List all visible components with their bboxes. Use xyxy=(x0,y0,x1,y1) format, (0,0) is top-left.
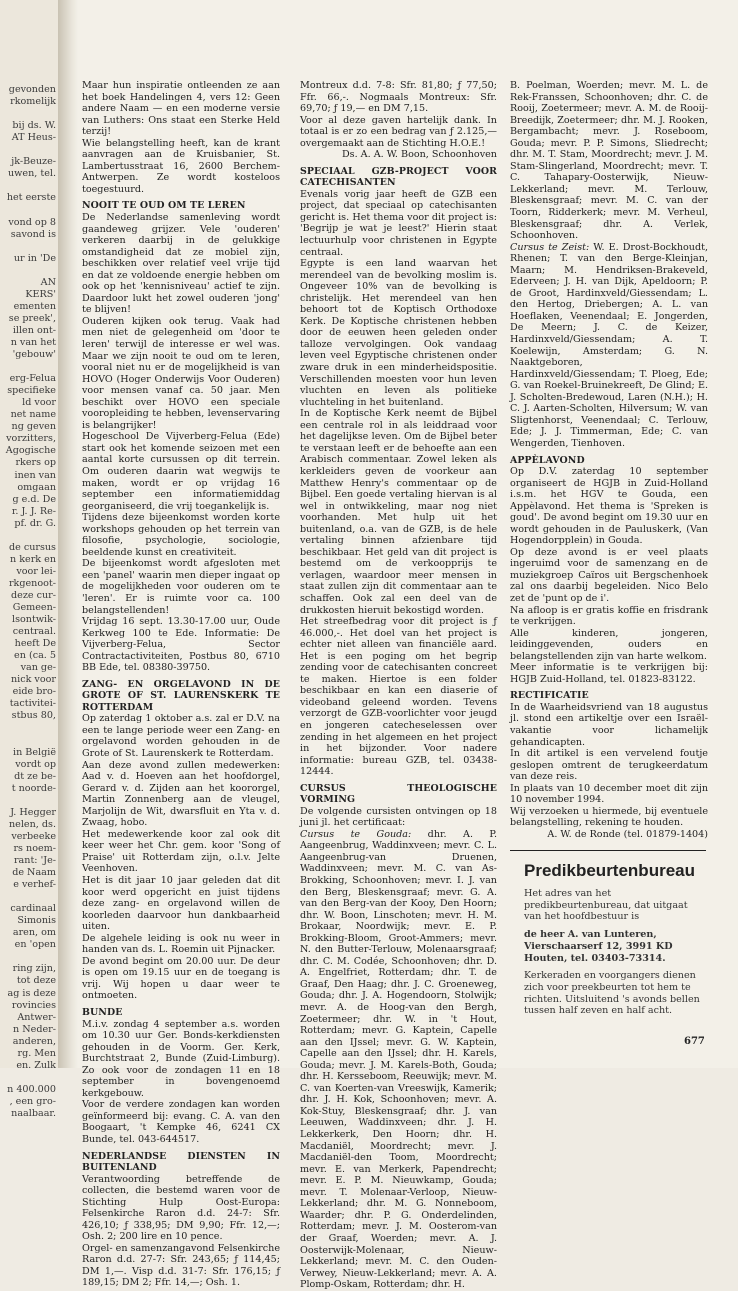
paragraph: In de Waarheidsvriend van 18 augustus jl. stond een artikeltje over een Israël-vakantie voor lichamelijk gehandicapten. xyxy=(510,701,708,748)
paragraph: Op zaterdag 1 oktober a.s. zal er D.V. na een te lange periode weer een Zang- en orgelavond worden gehouden in de Grote of St. Laurenskerk te Rotterdam. xyxy=(82,713,280,759)
strip-fragment: r. J. J. Re- xyxy=(11,505,56,517)
strip-fragment: n 400.000 xyxy=(7,1083,56,1095)
paragraph: Het is dit jaar 10 jaar geleden dat dit koor werd opgericht en juist tijdens deze zang- en orgelavond willen de koorleden daarvoor hun dankbaarheid uiten. xyxy=(82,875,280,933)
predikbeurtenbureau-box xyxy=(510,850,706,1031)
strip-fragment: se preek', xyxy=(8,312,56,324)
strip-fragment: jk-Beuze- xyxy=(11,156,56,168)
strip-fragment: de cursus xyxy=(8,541,56,553)
paragraph: Verantwoording betreffende de collecten, die bestemd waren voor de Stichting Hulp Oost-Europa: Felsenkirche Raron d.d. 24-7: Sfr. 426,10; ƒ 338,95; DM 9,90; Ffr. 12,—; Osh. 2; 200 lire en 10 pence. xyxy=(82,1173,280,1243)
strip-fragment: de Naam xyxy=(12,867,56,879)
strip-fragment: specifieke xyxy=(7,385,56,397)
strip-fragment: AN xyxy=(40,276,56,288)
strip-fragment: pf. dr. G. xyxy=(14,517,56,529)
strip-fragment: het eerste xyxy=(6,192,56,204)
strip-fragment: dt ze be- xyxy=(14,770,56,782)
strip-fragment: deze cur- xyxy=(11,589,56,601)
section-heading: BUNDE xyxy=(82,1007,123,1019)
strip-fragment: rkgenoot- xyxy=(8,577,56,589)
strip-fragment: ur in 'De xyxy=(13,252,56,264)
paragraph: Hogeschool De Vijverberg-Felua (Ede) start ook het komende seizoen met een aantal korte cursussen op dit terrein. Om ouderen daarin wat wegwijs te maken, wordt er op vrijdag 16 september een informatiemiddag georganiseerd, die vrij toegankelijk is. xyxy=(82,431,280,512)
paragraph: De avond begint om 20.00 uur. De deur is open om 19.15 uur en de toegang is vrij. Wij hopen u daar weer te ontmoeten. xyxy=(82,955,280,1002)
strip-fragment: voor lei- xyxy=(16,565,56,577)
strip-fragment: n van het xyxy=(10,336,56,348)
paragraph: Egypte is een land waarvan het merendeel van de bevolking moslim is. Ongeveer 10% van de bevolking is christelijk. Het merendeel van hen behoort tot de Koptisch Orthodoxe Kerk. De Koptische christenen hebben door de eeuwen heen geleden onder talloze vervolgingen. Ook vandaag leven veel Egyptische christenen onder zware druk in een minderheidspositie. Verschillenden moesten voor hun leven vluchten en leven als politieke vluchteling in het buitenland. xyxy=(300,258,497,408)
strip-fragment: rkers op xyxy=(15,457,56,469)
strip-fragment: cardinaal xyxy=(10,903,56,915)
strip-fragment: KERS' xyxy=(25,288,56,300)
strip-fragment: nelen, ds. xyxy=(9,818,56,830)
paragraph: Ouderen kijken ook terug. Vaak had men niet de gelegenheid om 'door te leren' terwijl de interesse er wel was. Maar we zijn nooit te oud om te leren, vooral niet nu er de mogelijkheid is van HOVO (Hoger Onderwijs Voor Ouderen) voor mensen vanaf ca. 50 jaar. Men beschikt over HOVO een speciale vooropleiding te hebben, levenservaring is belangrijker! xyxy=(82,315,280,431)
strip-fragment: lsontwik- xyxy=(12,614,56,626)
strip-fragment xyxy=(0,241,56,253)
paragraph-lead: Cursus te Zeist: xyxy=(510,241,590,253)
strip-fragment: Antwer- xyxy=(17,1011,56,1023)
strip-fragment: n Neder- xyxy=(13,1023,56,1035)
section-heading: RECTIFICATIE xyxy=(510,690,589,702)
strip-fragment: Simonis xyxy=(17,915,56,927)
paragraph: B. Poelman, Woerden; mevr. M. L. de Rek-Franssen, Schoonhoven; dhr. C. de Rooij, Zoetermeer; mevr. A. M. de Rooij-Breedijk, Zoetermeer; dhr. M. J. Rooken, Bergambacht; mevr. J. Roseboom, Gouda; mevr. P. P. Simons, Sliedrecht; dhr. M. T. Stam, Moordrecht; mevr. J. M. Stam-Slingerland, Moordrecht; mevr. T. C. Tahapary-Oosterwijk, Nieuw-Lekkerland; mevr. M. Terlouw, Bleskensgraaf; mevr. M. C. van der Toorn, Ridderkerk; mevr. M. Verheul, Bleskensgraaf; dhr. A. Verlek, Schoonhoven. xyxy=(510,80,708,242)
strip-fragment: Agogische xyxy=(5,445,56,457)
paragraph: Meer informatie is te verkrijgen bij: HGJB Zuid-Holland, tel. 01823-83122. xyxy=(510,662,708,685)
page-number: 677 xyxy=(684,1036,705,1047)
strip-fragment: n kerk en xyxy=(9,553,56,565)
strip-fragment: ng geven xyxy=(11,421,56,433)
strip-fragment: 'gebouw' xyxy=(12,349,56,361)
strip-fragment: rkomelijk xyxy=(10,96,56,108)
strip-fragment xyxy=(0,180,56,192)
signature: Ds. A. A. W. Boon, Schoonhoven xyxy=(341,149,497,161)
paragraph: Voor de verdere zondagen kan worden geïnformeerd bij: evang. C. A. van den Boogaart, 't Kempke 46, 6241 CX Bunde, tel. 043-644517. xyxy=(82,1099,280,1145)
paragraph: In dit artikel is een vervelend foutje geslopen omtrent de terugkeerdatum van deze reis. xyxy=(510,748,708,783)
box-title: Predikbeurtenbureau xyxy=(524,861,695,880)
strip-fragment: illen ont- xyxy=(12,324,56,336)
strip-fragment xyxy=(0,795,56,807)
paragraph: Evenals vorig jaar heeft de GZB een project, dat speciaal op catechisanten gericht is. Het thema voor dit project is: 'Begrijp je wat je leest?' Hierin staat lectuurhulp voor christenen in Egypte centraal. xyxy=(300,188,497,258)
strip-fragment: erg-Felua xyxy=(9,373,56,385)
paragraph: Alle kinderen, jongeren, leidinggevenden, ouders en belangstellenden zijn van harte welkom. xyxy=(510,627,708,662)
section-heading: SPECIAAL GZB-PROJECT VOOR CATECHISANTEN xyxy=(300,165,497,189)
strip-fragment: nick voor xyxy=(10,674,56,686)
paragraph: De bijeenkomst wordt afgesloten met een 'panel' waarin men dieper ingaat op de mogelijkheden voor ouderen om te 'leren'. Er is ruimte voor ca. 100 belangstellenden! xyxy=(82,558,280,616)
strip-fragment: rs noem- xyxy=(13,842,56,854)
section-heading: CURSUS THEOLOGISCHE VORMING xyxy=(300,782,497,806)
strip-fragment: savond is xyxy=(10,228,56,240)
paragraph: M.i.v. zondag 4 september a.s. worden om 10.30 uur Ger. Bonds-kerkdiensten gehouden in de Voorm. Ger. Kerk, Burchtstraat 2, Bunde (Zuid-Limburg). Zo ook voor de zondagen 11 en 18 september in bovengenoemd kerkgebouw. xyxy=(82,1018,280,1099)
strip-fragment xyxy=(0,144,56,156)
box-note: Kerkeraden en voorgangers dienen zich voor preekbeurten tot hem te richten. Uitsluitend 's avonds bellen tussen half zeven en half acht. xyxy=(524,970,700,1017)
paragraph: Op deze avond is er veel plaats ingeruimd voor de samenzang en de muziekgroep Caïros uit Bergschenhoek zal ons daarbij begeleiden. Nico Belo zet de 'punt op de i'. xyxy=(510,546,708,605)
strip-fragment: bij ds. W. xyxy=(12,120,56,132)
strip-fragment xyxy=(0,1072,56,1084)
strip-fragment: Gemeen- xyxy=(12,602,56,614)
paragraph: Tijdens deze bijeenkomst worden korte workshops gehouden op het terrein van filosofie, psychologie, sociologie, beeldende kunst en creativiteit. xyxy=(82,512,280,558)
strip-fragment: AT Heus- xyxy=(11,132,56,144)
signature: A. W. de Ronde (tel. 01879-1404) xyxy=(547,828,708,840)
paragraph: Na afloop is er gratis koffie en frisdrank te verkrijgen. xyxy=(510,604,708,628)
paragraph-text: dhr. A. P. Aangeenbrug, Waddinxveen; mevr. C. L. Aangeenbrug-van Druenen, Waddinxveen; mevr. M. C. van As-Brokking, Schoonhoven; mevr. I. J. van den Berg, Bleskensgraaf; mevr. G. A. van den Berg-van der Kooy, Den Hoorn; dhr. W. Boon, Linschoten; mevr. H. M. Brokaar, Noordwijk; mevr. E. P. Brokking-Bloom, Groot-Ammers; mevr. N. den Butter-Terlouw, Molenaarsgraaf; dhr. C. M. Codée, Schoonhoven; dhr. D. A. Engelfriet, Rotterdam; dhr. T. de Graaf, Den Haag; dhr. J. C. Groeneweg, Gouda; dhr. J. A. Hogendoorn, Stolwijk; mevr. A. de Hoog-van den Bergh, Zoetermeer; dhr. W. in 't Hout, Rotterdam; mevr. G. Kaptein, Capelle aan den IJssel; mevr. G. W. Kaptein, Capelle aan den IJssel; dhr. H. Karels, Gouda; mevr. J. M. Karels-Both, Gouda; dhr. H. Kersseboom, Reeuwijk; mevr. M. C. van Koerten-van Vreeswijk, Kamerik; dhr. J. H. Kok, Schoonhoven; mevr. A. Kok-Stuy, Bleskensgraaf; dhr. J. van Leeuwen, Waddinxveen; dhr. J. H. Lekkerkerk, Den Hoorn; dhr. H. Macdaniël, Moordrecht; mevr. J. Macdaniël-den Toom, Moordrecht; mevr. E. van Merkerk, Papendrecht; mevr. E. P. M. Nieuwkamp, Gouda; mevr. T. Molenaar-Verloop, Nieuw-Lekkerland; dhr. M. G. Nonneboom, Waarder; dhr. P. G. Onderdelinden, Rotterdam; mevr. J. M. Oosterom-van der Graaf, Woerden; mevr. A. J. Oosterwijk-Molenaar, Nieuw-Lekkerland; mevr. M. C. den Ouden-Verwey, Nieuw-Lekkerland; mevr. A. A. Plomp-Oskam, Rotterdam; dhr. H. xyxy=(300,828,497,1291)
section-heading: NEDERLANDSE DIENSTEN IN BUITENLAND xyxy=(82,1150,280,1174)
strip-fragment: eide bro- xyxy=(12,686,56,698)
strip-fragment: J. Hegger xyxy=(10,806,56,818)
strip-fragment: naalbaar. xyxy=(11,1107,56,1119)
paragraph: Orgel- en samenzangavond Felsenkirche Raron d.d. 27-7: Sfr. 243,65; ƒ 114,45; DM 1,—. Visp d.d. 31-7: Sfr. 176,15; ƒ 189,15; DM 2; Ffr. 14,—; Osh. 1. xyxy=(82,1242,280,1289)
strip-fragment: tot deze xyxy=(16,975,56,987)
strip-fragment: tactivitei- xyxy=(9,698,56,710)
section-heading: NOOIT TE OUD OM TE LEREN xyxy=(82,200,246,212)
previous-page-edge xyxy=(0,0,59,1119)
section-heading: APPÈLAVOND xyxy=(510,454,585,466)
column-1 xyxy=(82,80,280,1289)
page-gutter xyxy=(58,0,78,1068)
strip-fragment xyxy=(0,265,56,277)
strip-fragment: van ge- xyxy=(20,662,56,674)
paragraph: Wij verzoeken u hiermede, bij eventuele belangstelling, rekening te houden. xyxy=(510,805,708,829)
strip-fragment xyxy=(0,530,56,542)
strip-fragment xyxy=(0,951,56,963)
strip-fragment: uwen, tel. xyxy=(8,168,56,180)
column-3 xyxy=(510,80,708,840)
strip-fragment: g e.d. De xyxy=(12,493,56,505)
strip-fragment: rovincies xyxy=(11,999,56,1011)
paragraph: Maar hun inspiratie ontleenden ze aan het boek Handelingen 4, vers 12: Geen andere Naam — en een moderne versie van Luthers: Ons staat een Sterke Held terzij! xyxy=(82,80,280,138)
strip-fragment: en. Zulk xyxy=(16,1059,56,1071)
strip-fragment xyxy=(0,204,56,216)
paragraph: De Nederlandse samenleving wordt gaandeweg grijzer. Vele 'ouderen' verkeren daarbij in de gelukkige omstandigheid dat ze mobiel zijn, beschikken over relatief veel vrije tijd en dat ze voldoende energie hebben om ook op het 'kennisniveau' actief te zijn. Daardoor lukt het zowel ouderen 'jong' te blijven! xyxy=(82,211,280,316)
strip-fragment: t noorde- xyxy=(11,782,56,794)
paragraph xyxy=(510,242,708,450)
strip-fragment: vordt op xyxy=(15,758,56,770)
paragraph: Voor al deze gaven hartelijk dank. In totaal is er zo een bedrag van ƒ 2.125,— overgemaakt aan de Stichting H.O.E.! xyxy=(300,114,497,149)
paragraph: De volgende cursisten ontvingen op 18 juni jl. het certificaat: xyxy=(300,805,497,829)
strip-fragment: centraal. xyxy=(12,626,56,638)
strip-fragment: inen van xyxy=(14,469,56,481)
strip-fragment: net name xyxy=(10,409,56,421)
paragraph: Het medewerkende koor zal ook dit keer weer het Chr. gem. koor 'Song of Praise' uit Rotterdam zijn, o.l.v. Jelte Veenhoven. xyxy=(82,828,280,875)
strip-fragment xyxy=(0,891,56,903)
strip-fragment: vorzitters, xyxy=(6,433,56,445)
paragraph: Montreux d.d. 7-8: Sfr. 81,80; ƒ 77,50; Ffr. 66,-. Nogmaals Montreux: Sfr. 69,70; ƒ 19,— en DM 7,15. xyxy=(300,80,497,115)
strip-fragment: en (ca. 5 xyxy=(14,650,56,662)
previous-page-text-fragments xyxy=(0,84,58,1120)
strip-fragment: verbeeke xyxy=(11,830,56,842)
strip-fragment: , een gro- xyxy=(9,1095,56,1107)
strip-fragment xyxy=(0,722,56,734)
paragraph: Op D.V. zaterdag 10 september organiseert de HGJB in Zuid-Holland i.s.m. het HGV te Gouda, een Appèlavond. Het thema is 'Spreken is goud'. De avond begint om 19.30 uur en wordt gehouden in de Pauluskerk, (Van Hogendorpplein) in Gouda. xyxy=(510,466,708,547)
strip-fragment: in België xyxy=(13,746,56,758)
strip-fragment: ld voor xyxy=(22,397,56,409)
strip-fragment: rg. Men xyxy=(17,1047,56,1059)
strip-fragment: omgaan xyxy=(17,481,56,493)
strip-fragment: ring zijn, xyxy=(12,963,56,975)
strip-fragment xyxy=(0,735,56,747)
strip-fragment: en 'open xyxy=(14,939,56,951)
box-intro: Het adres van het predikbeurtenbureau, dat uitgaat van het hoofdbestuur is xyxy=(524,888,688,923)
paragraph: Het streefbedrag voor dit project is ƒ 46.000,-. Het doel van het project is echter niet alleen van financiële aard. Het is een poging om het begrip zending voor de catechisanten concreet te maken. Hiertoe is een folder beschikbaar en kan een diaserie of videoband geleend worden. Tevens verzorgt de GZB-voorlichter voor jeugd en jongeren catecheselessen over zending in het algemeen en het project in het bijzonder. Voor nadere informatie: bureau GZB, tel. 03438-12444. xyxy=(300,616,497,778)
paragraph xyxy=(300,829,497,1291)
strip-fragment: heeft De xyxy=(14,638,56,650)
box-address: de heer A. van Lunteren, Vierschaarserf 12, 3991 KD Houten, tel. 03403-73314. xyxy=(524,929,673,964)
strip-fragment xyxy=(0,361,56,373)
strip-fragment: stbus 80, xyxy=(11,710,56,722)
strip-fragment xyxy=(0,108,56,120)
strip-fragment: aren, om xyxy=(12,927,56,939)
strip-fragment: rant: 'Je- xyxy=(13,855,56,866)
paragraph: In plaats van 10 december moet dit zijn 10 november 1994. xyxy=(510,782,708,806)
paragraph-text: W. E. Drost-Bockhoudt, Rhenen; T. van den Berge-Kleinjan, Maarn; M. Hendriksen-Brakeveld, Ederveen; J. H. van Dijk, Apeldoorn; P. de Groot, Hardinxveld/Giessendam; L. den Hertog, Driebergen; A. L. van Hoeflaken, Veenendaal; E. Jongerden, De Meern; J. C. de Keizer, Hardinxveld/Giessendam; A. T. Koelewijn, Amsterdam; G. N. Naaktgeboren, Hardinxveld/Giessendam; T. Ploeg, Ede; G. van Roekel-Bruinekreeft, De Glind; E. J. Scholten-Bredewoud, Laren (N.H.); H. C. J. Aarten-Scholten, Hilversum; W. van Sligtenhorst, Veenendaal; C. Terlouw, Ede; J. J. Timmerman, Ede; C. van Wengerden, Tienhoven. xyxy=(510,241,709,449)
strip-fragment: gevonden xyxy=(8,84,56,95)
strip-fragment: vond op 8 xyxy=(8,216,56,228)
paragraph-lead: Cursus te Gouda: xyxy=(300,828,412,840)
strip-fragment: e verhef- xyxy=(13,879,56,891)
paragraph: In de Koptische Kerk neemt de Bijbel een centrale rol in als leiddraad voor het dagelijkse leven. Om de Bijbel beter te verstaan leeft er de behoefte aan een Arabisch commentaar. Zowel leken als kerkleiders geven de voorkeur aan Matthew Henry's commentaar op de Bijbel. Een goede vertaling hiervan is al wel in ontwikkeling, maar nog niet voorhanden. Met hulp uit het buitenland, o.a. van de GZB, is de hele vertaling binnen afzienbare tijd beschikbaar. Het geld van dit project is bestemd om de verkoopprijs te verlagen, waardoor meer mensen in staat zullen zijn dit commentaar aan te schaffen. Ook zal een deel van de drukkosten hieruit bekostigd worden. xyxy=(300,408,497,616)
strip-fragment: anderen, xyxy=(12,1035,56,1047)
column-2 xyxy=(300,80,497,1291)
strip-fragment: ag is deze xyxy=(7,987,56,999)
paragraph: Aan deze avond zullen medewerken: Aad v. d. Hoeven aan het hoofdorgel, Gerard v. d. Zijden aan het koororgel, Martin Zonnenberg aan de vleugel, Marjolijn de Wit, dwarsfluit en Yta v. d. Zwaag, hobo. xyxy=(82,759,280,829)
paragraph: Wie belangstelling heeft, kan de krant aanvragen aan de Kruisbanier, St. Lambertusstraat 16, 2600 Berchem-Antwerpen. Ze wordt kosteloos toegestuurd. xyxy=(82,137,280,195)
strip-fragment: ementen xyxy=(13,300,56,312)
paragraph: De algehele leiding is ook nu weer in handen van ds. L. Roemin uit Pijnacker. xyxy=(82,932,280,956)
section-heading: ZANG- EN ORGELAVOND IN DE GROTE OF ST. LAURENSKERK TE ROTTERDAM xyxy=(82,678,280,713)
paragraph: Vrijdag 16 sept. 13.30-17.00 uur, Oude Kerkweg 100 te Ede. Informatie: De Vijverberg-Felua, Sector Contractactiviteiten, Postbus 80, 6710 BB Ede, tel. 08380-39750. xyxy=(82,616,280,674)
